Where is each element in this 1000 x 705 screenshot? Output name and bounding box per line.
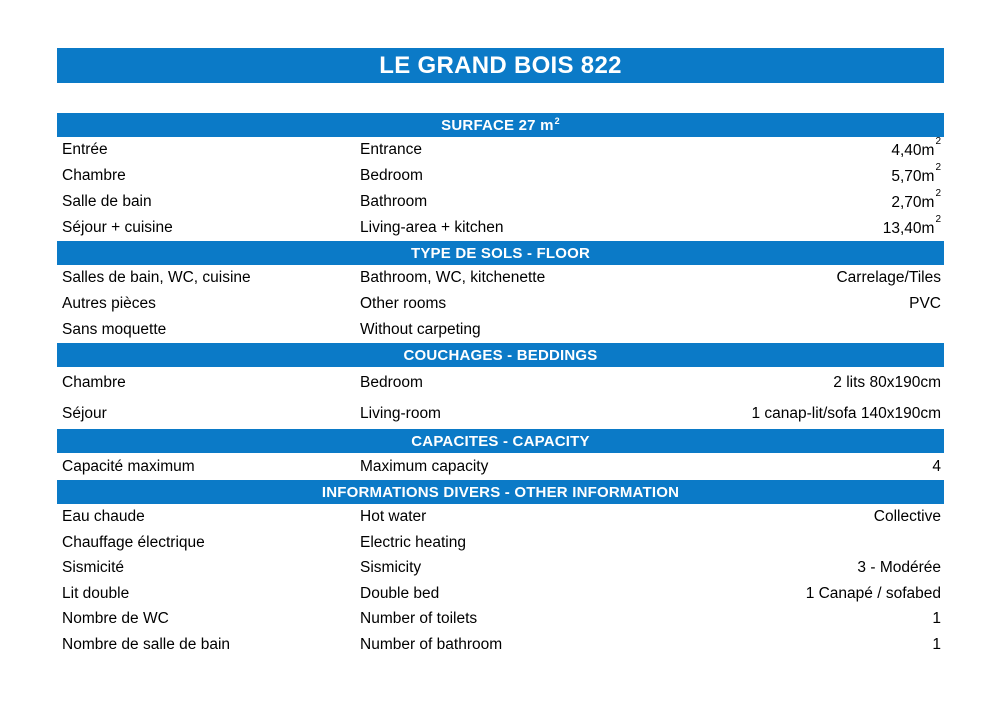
row-value [874,509,944,525]
label-fr: Nombre de salle de bain [62,635,231,653]
section-header-superscript: 2 [554,116,560,126]
table-row [57,189,944,215]
row-value [932,459,944,475]
label-fr: Capacité maximum [62,457,195,475]
row-value-text: 2,70m [891,193,935,211]
row-value [932,611,944,627]
row-value [891,187,944,211]
table-row [57,581,944,607]
label-fr: Eau chaude [62,508,145,525]
table-row [57,215,944,241]
label-en: Living-area + kitchen [360,219,504,237]
label-en: Bathroom, WC, kitchenette [360,269,546,287]
row-value-text: 3 - Modérée [857,559,941,576]
label-en: Bathroom [360,193,428,211]
row-value-text: 1 canap-lit/sofa 140x190cm [751,404,941,422]
row-value-superscript: 2 [935,187,941,199]
label-en: Number of toilets [360,610,478,627]
label-fr: Chambre [62,167,126,185]
table-row [57,291,944,317]
section [57,113,944,241]
section [57,343,944,429]
row-value [857,560,944,576]
section-header [57,343,944,367]
row-value [806,586,944,602]
row-value [882,213,944,237]
row-value-text: 1 [932,635,941,653]
row-value-text: 4 [932,457,941,475]
label-en: Without carpeting [360,321,481,339]
table-row [57,530,944,556]
label-fr: Lit double [62,584,130,602]
table-row [57,163,944,189]
page-title: LE GRAND BOIS 822 [379,51,622,79]
title-banner [57,48,944,83]
label-fr: Séjour + cuisine [62,219,173,237]
row-value [833,375,944,391]
label-fr: Salle de bain [62,193,152,211]
label-en: Living-room [360,404,441,422]
section-header-label: COUCHAGES - BEDDINGS [403,346,598,364]
label-en: Other rooms [360,295,447,313]
label-fr: Sismicité [62,559,125,576]
row-value [909,296,944,312]
label-en: Double bed [360,584,440,602]
row-value-superscript: 2 [935,135,941,147]
row-value [751,406,944,422]
sections-container [57,113,944,657]
table-row [57,317,944,343]
label-en: Number of bathroom [360,635,503,653]
label-fr: Nombre de WC [62,610,169,627]
label-fr: Salles de bain, WC, cuisine [62,269,251,287]
section-header-label: CAPACITES - CAPACITY [411,432,590,450]
label-en: Sismicity [360,559,422,576]
label-en: Bedroom [360,373,423,391]
table-row [57,398,944,429]
section-header [57,113,944,137]
label-en: Electric heating [360,533,466,551]
label-fr: Chauffage électrique [62,533,205,551]
section [57,429,944,480]
table-row [57,632,944,658]
table-row [57,265,944,291]
table-row [57,367,944,398]
section-header [57,241,944,265]
row-value-text: PVC [909,295,941,313]
row-value-text: 1 Canapé / sofabed [805,584,941,602]
row-value [932,637,944,653]
table-row [57,606,944,632]
label-fr: Entrée [62,141,108,159]
table-row [57,504,944,530]
row-value [891,135,944,159]
label-fr: Chambre [62,373,126,391]
section-header-label: SURFACE 27 m [441,116,554,134]
row-value-text: Collective [873,508,941,525]
label-en: Maximum capacity [360,457,489,475]
row-value [891,161,944,185]
row-value-text: 2 lits 80x190cm [833,373,941,391]
table-row [57,555,944,581]
table-row [57,137,944,163]
table-row [57,453,944,480]
section-header [57,429,944,453]
row-value [836,270,944,286]
section-header-label: TYPE DE SOLS - FLOOR [410,244,590,262]
section-header-label: INFORMATIONS DIVERS - OTHER INFORMATION [321,483,680,501]
section-header [57,480,944,504]
label-en: Entrance [360,141,423,159]
row-value-text: 13,40m [882,219,935,237]
sheet-content [57,48,944,657]
row-value-text: 1 [932,610,941,627]
row-value-text: Carrelage/Tiles [836,269,941,287]
section [57,480,944,657]
label-fr: Séjour [62,404,107,422]
label-fr: Autres pièces [62,295,156,313]
row-value-superscript: 2 [935,213,941,225]
label-en: Hot water [360,508,427,525]
row-value-superscript: 2 [935,161,941,173]
row-value-text: 4,40m [891,141,935,159]
row-value-text: 5,70m [891,167,935,185]
label-fr: Sans moquette [62,321,167,339]
label-en: Bedroom [360,167,423,185]
section [57,241,944,343]
